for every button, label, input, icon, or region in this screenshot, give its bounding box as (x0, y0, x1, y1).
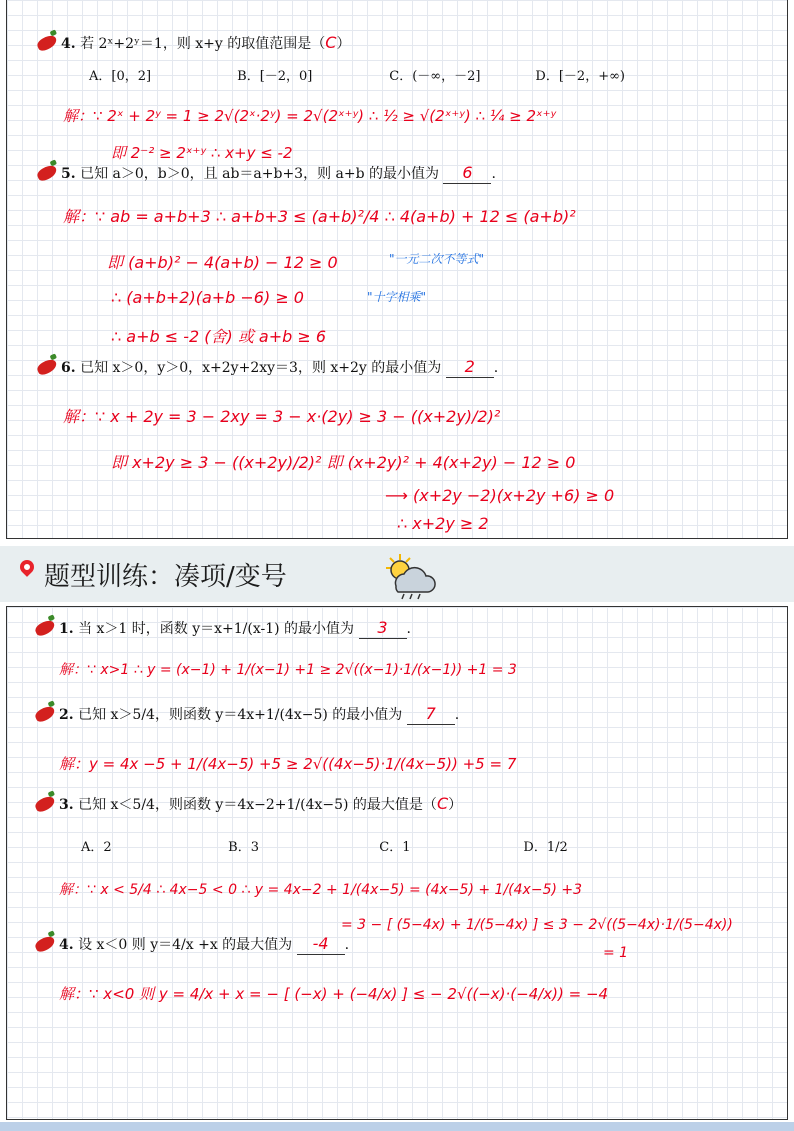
q5-solution-line-3: ∴ (a+b+2)(a+b −6) ≥ 0 (111, 288, 304, 307)
note-cross-multiplication: "十字相乘" (367, 290, 427, 304)
section-title: 题型训练：凑项/变号 (44, 562, 287, 592)
question-4-answer: C (325, 33, 337, 52)
q6-solution-line-1: 解：∵ x + 2y = 3 − 2xy = 3 − x·(2y) ≥ 3 − ((x+2y)/2)² (63, 407, 501, 426)
option-c: C．1 (379, 840, 411, 855)
question-b1-stem: 1. 当 x＞1 时，函数 y＝x+1/(x-1) 的最小值为 3 . (35, 619, 411, 639)
option-b: B．[－2，0] (237, 69, 313, 84)
chili-icon (35, 357, 58, 376)
option-d: D．[－2，+∞) (535, 69, 625, 84)
q5-solution-line-1: 解：∵ ab = a+b+3 ∴ a+b+3 ≤ (a+b)²/4 ∴ 4(a+b) + 12 ≤ (a+b)² (63, 207, 576, 226)
question-4-options (89, 68, 625, 86)
map-pin-icon (17, 557, 37, 577)
bottom-bar (0, 1122, 794, 1131)
question-5-answer: 6 (462, 163, 473, 182)
question-b2-answer: 7 (425, 704, 436, 723)
question-b4-stem: 4. 设 x＜0 则 y＝4/x +x 的最大值为 -4 . (35, 935, 349, 955)
q6-solution-line-4: ∴ x+2y ≥ 2 (397, 514, 489, 533)
question-b3-stem: 3. 已知 x＜5/4，则函数 y＝4x−2+1/(4x−5) 的最大值是（C） (35, 795, 462, 814)
b3-solution-line-3: = 1 (603, 945, 629, 961)
b4-solution: 解：∵ x<0 则 y = 4/x + x = − [ (−x) + (−4/x) ] ≤ − 2√((−x)·(−4/x)) = −4 (59, 985, 609, 1003)
b2-solution: 解：y = 4x −5 + 1/(4x−5) +5 ≥ 2√((4x−5)·1/(4x−5)) +5 = 7 (59, 755, 517, 773)
b3-solution-line-2: = 3 − [ (5−4x) + 1/(5−4x) ] ≤ 3 − 2√((5−4x)·1/(5−4x)) (341, 917, 733, 933)
q6-solution-line-2: 即 x+2y ≥ 3 − ((x+2y)/2)² 即 (x+2y)² + 4(x+2y) − 12 ≥ 0 (111, 453, 576, 472)
sun-cloud-rain-icon (378, 552, 448, 602)
b3-solution-line-1: 解：∵ x < 5/4 ∴ 4x−5 < 0 ∴ y = 4x−2 + 1/(4x−5) = (4x−5) + 1/(4x−5) +3 (59, 882, 583, 898)
question-6-answer: 2 (464, 357, 475, 376)
worksheet-bottom-panel (6, 606, 788, 1120)
option-b: B．3 (228, 840, 259, 855)
q4-solution-line-1: 解：∵ 2ˣ + 2ʸ = 1 ≥ 2√(2ˣ·2ʸ) = 2√(2ˣ⁺ʸ) ∴ ½ ≥ √(2ˣ⁺ʸ) ∴ ¼ ≥ 2ˣ⁺ʸ (63, 107, 557, 125)
q6-solution-line-3: ⟶ (x+2y −2)(x+2y +6) ≥ 0 (385, 486, 615, 505)
b1-solution: 解：∵ x>1 ∴ y = (x−1) + 1/(x−1) +1 ≥ 2√((x−1)·1/(x−1)) +1 = 3 (59, 662, 517, 678)
option-c: C．(－∞，－2] (389, 69, 481, 84)
worksheet-top-panel (6, 0, 788, 539)
note-quadratic-inequality: "一元二次不等式" (389, 252, 485, 266)
question-b2-stem: 2. 已知 x＞5/4，则函数 y＝4x+1/(4x−5) 的最小值为 7 . (35, 705, 459, 725)
section-banner (0, 546, 794, 602)
question-b3-options (81, 839, 568, 857)
chili-icon (35, 33, 58, 52)
question-6-stem: 6. 已知 x＞0，y＞0，x+2y+2xy＝3，则 x+2y 的最小值为 2 . (37, 358, 498, 378)
option-a: A．[0，2] (89, 69, 152, 84)
q4-solution-line-2: 即 2⁻² ≥ 2ˣ⁺ʸ ∴ x+y ≤ -2 (111, 144, 293, 162)
question-b4-answer: -4 (312, 934, 329, 953)
option-d: D．1/2 (523, 840, 568, 855)
chili-icon (33, 618, 56, 637)
q5-solution-line-2: 即 (a+b)² − 4(a+b) − 12 ≥ 0 (107, 253, 338, 272)
question-b1-answer: 3 (377, 618, 388, 637)
question-5-stem: 5. 已知 a＞0，b＞0，且 ab＝a+b+3，则 a+b 的最小值为 6 . (37, 164, 496, 184)
option-a: A．2 (81, 840, 112, 855)
chili-icon (33, 934, 56, 953)
q5-solution-line-4: ∴ a+b ≤ -2 (舍) 或 a+b ≥ 6 (111, 327, 327, 346)
question-4-stem: 4. 若 2ˣ+2ʸ＝1，则 x+y 的取值范围是（C） (37, 34, 350, 53)
question-b3-answer: C (436, 794, 449, 813)
chili-icon (33, 704, 56, 723)
chili-icon (35, 163, 58, 182)
chili-icon (33, 794, 56, 813)
